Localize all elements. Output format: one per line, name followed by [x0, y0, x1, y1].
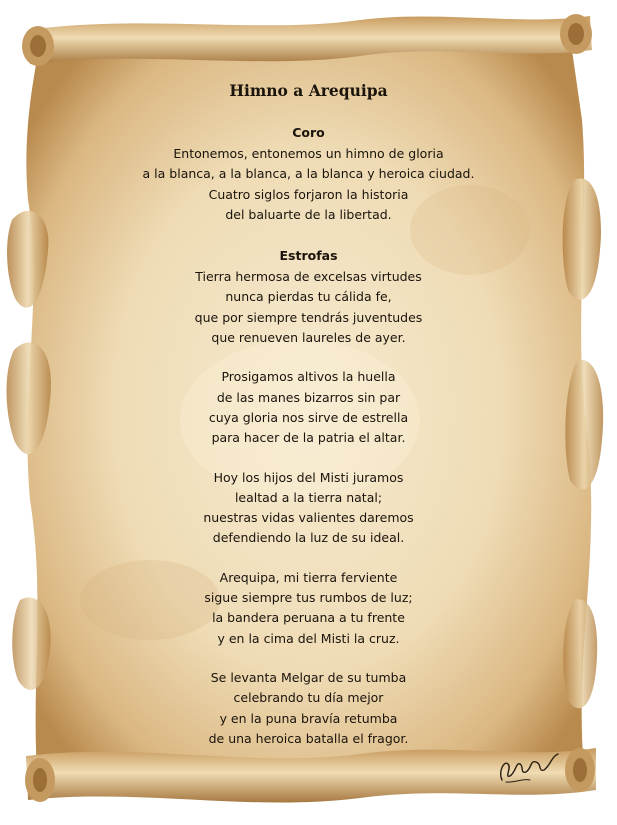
hymn-title: Himno a Arequipa: [229, 81, 388, 100]
verse-line: Arequipa, mi tierra ferviente: [219, 569, 398, 585]
verse-line: sigue siempre tus rumbos de luz;: [204, 590, 413, 606]
verse-line: y en la cima del Misti la cruz.: [217, 630, 400, 646]
verse-line: nunca pierdas tu cálida fe,: [225, 289, 392, 305]
estrofas-heading: Estrofas: [279, 248, 338, 264]
hymn-text: [100, 78, 517, 749]
verse-line: celebrando tu día mejor: [233, 690, 384, 706]
verse-line: Hoy los hijos del Misti juramos: [213, 469, 404, 485]
verse-line: a la blanca, a la blanca, a la blanca y heroica ciudad.: [142, 166, 475, 182]
verse-line: de las manes bizarros sin par: [216, 389, 401, 405]
verse-line: Cuatro siglos forjaron la historia: [208, 186, 409, 202]
verse-line: que renueven laureles de ayer.: [211, 330, 406, 346]
verse-line: la bandera peruana a tu frente: [212, 610, 405, 626]
coro-stanza: [100, 144, 517, 225]
coro-heading: Coro: [292, 125, 325, 140]
verse-line: defendiendo la luz de su ideal.: [212, 530, 405, 546]
verse-line: que por siempre tendrás juventudes: [194, 309, 423, 325]
verse-line: Se levanta Melgar de su tumba: [210, 669, 407, 685]
verse-line: lealtad a la tierra natal;: [234, 489, 383, 505]
verse-line: Prosigamos altivos la huella: [221, 369, 396, 385]
stanza-4: [100, 568, 517, 649]
verse-line: Entonemos, entonemos un himno de gloria: [173, 146, 444, 161]
stanza-1: [100, 267, 517, 348]
verse-line: nuestras vidas valientes daremos: [203, 510, 414, 526]
stanza-3: [100, 468, 517, 549]
stanza-2: [100, 367, 517, 448]
handwritten-signature: [494, 742, 564, 787]
stanza-5: [100, 668, 517, 749]
verse-line: del baluarte de la libertad.: [225, 206, 392, 222]
verse-line: cuya gloria nos sirve de estrella: [208, 409, 409, 425]
verse-line: para hacer de la patria el altar.: [211, 430, 406, 446]
verse-line: de una heroica batalla el fragor.: [208, 730, 409, 746]
verse-line: Tierra hermosa de excelsas virtudes: [195, 269, 422, 285]
verse-line: y en la puna bravía retumba: [219, 710, 398, 726]
